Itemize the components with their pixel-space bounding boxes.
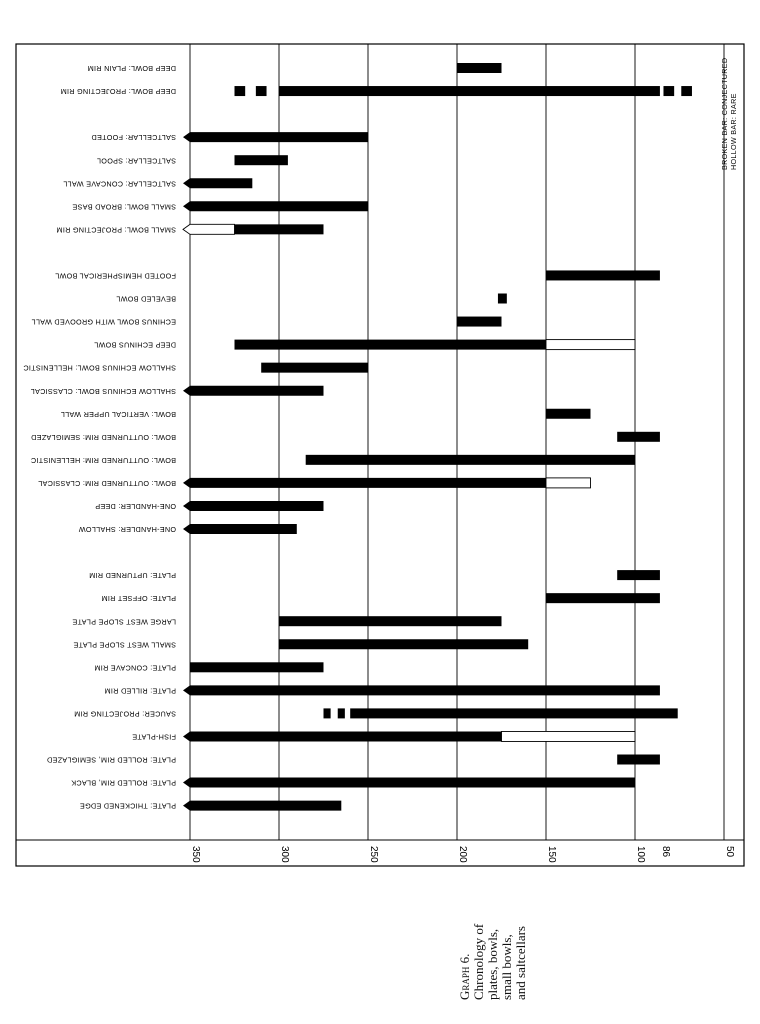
range-bar-rare	[502, 731, 636, 741]
range-bar	[324, 708, 331, 718]
chart-legend	[720, 58, 738, 170]
range-bar	[183, 501, 324, 511]
row-label: FISH-PLATE	[131, 732, 176, 742]
row-label: ECHINUS BOWL WITH GROOVED WALL	[31, 317, 176, 327]
caption-line: small bowls,	[499, 934, 514, 1000]
row-label: SMALL BOWL: BROAD BASE	[72, 202, 176, 212]
row-label: ONE-HANDLER: SHALLOW	[78, 525, 176, 535]
row-label: PLATE: RILLED RIM	[104, 686, 176, 696]
row-label: PLATE: THICKENED EDGE	[79, 801, 176, 811]
range-bar	[235, 155, 288, 165]
range-bar	[183, 201, 368, 211]
range-bar	[183, 132, 368, 142]
x-tick-label: 250	[368, 846, 379, 863]
x-tick-label: 300	[279, 846, 290, 863]
range-bar	[617, 432, 660, 442]
row-label: LARGE WEST SLOPE PLATE	[72, 617, 176, 627]
chart-row-labels	[23, 64, 176, 811]
range-bar	[279, 86, 660, 96]
range-bar	[546, 270, 660, 280]
range-bar-rare	[546, 478, 591, 488]
row-label: PLATE: OFFSET RIM	[101, 594, 176, 604]
figure-caption	[458, 900, 568, 1010]
row-label: BEVELED BOWL	[116, 294, 176, 304]
row-label: BOWL: OUTTURNED RIM: HELLENISTIC	[30, 455, 176, 465]
chart-bars	[183, 63, 692, 811]
range-bar	[183, 478, 546, 488]
range-bar	[681, 86, 692, 96]
chart-tick-labels	[190, 846, 735, 863]
range-bar	[183, 178, 252, 188]
row-label: SALTCELLAR: FOOTED	[91, 133, 176, 143]
range-bar	[183, 524, 297, 534]
legend-entry: BROKEN BAR: CONJECTURED	[720, 57, 729, 170]
row-label: BOWL: OUTTURNED RIM: SEMIGLAZED	[30, 432, 176, 442]
range-bar	[338, 708, 345, 718]
range-bar	[498, 294, 507, 304]
range-bar	[183, 386, 324, 396]
range-bar	[235, 86, 246, 96]
row-label: PLATE: UPTURNED RIM	[88, 571, 176, 581]
row-label: DEEP BOWL: PLAIN RIM	[87, 64, 176, 74]
row-label: DEEP BOWL: PROJECTING RIM	[60, 87, 176, 97]
row-label: SHALLOW ECHINUS BOWL: CLASSICAL	[30, 386, 176, 396]
row-label: PLATE: ROLLED RIM, BLACK	[71, 778, 176, 788]
x-tick-label: 200	[457, 846, 468, 863]
range-bar	[279, 639, 528, 649]
range-bar	[183, 801, 341, 811]
range-bar	[235, 224, 324, 234]
range-bar	[306, 455, 635, 465]
range-bar	[261, 363, 368, 373]
range-bar	[190, 662, 324, 672]
row-label: BOWL: OUTTURNED RIM: CLASSICAL	[38, 478, 176, 488]
caption-line: plates, bowls,	[485, 928, 500, 1000]
range-bar	[457, 63, 502, 73]
range-bar	[256, 86, 267, 96]
range-bar	[279, 616, 502, 626]
x-tick-label: 86	[659, 846, 671, 858]
range-bar	[617, 570, 660, 580]
range-bar	[546, 409, 591, 419]
row-label: SMALL BOWL: PROJECTING RIM	[56, 225, 176, 235]
row-label: FOOTED HEMISPHERICAL BOWL	[54, 271, 176, 281]
row-label: SALTCELLAR: SPOOL	[96, 156, 176, 166]
x-tick-label: 100	[635, 846, 646, 863]
range-bar-rare	[183, 224, 235, 234]
range-bar	[457, 317, 502, 327]
range-bar	[183, 685, 660, 695]
row-label: SAUCER: PROJECTING RIM	[73, 709, 176, 719]
range-bar	[663, 86, 674, 96]
row-label: DEEP ECHINUS BOWL	[93, 340, 176, 350]
row-label: PLATE: CONCAVE RIM	[94, 663, 176, 673]
range-bar	[617, 755, 660, 765]
range-bar	[235, 340, 547, 350]
x-tick-label: 350	[190, 846, 201, 863]
row-label: SALTCELLAR: CONCAVE WALL	[63, 179, 176, 189]
row-label: ONE-HANDLER: DEEP	[95, 502, 176, 512]
range-bar-rare	[546, 340, 635, 350]
row-label: SMALL WEST SLOPE PLATE	[73, 640, 176, 650]
x-tick-label: 50	[724, 846, 735, 858]
range-bar	[546, 593, 660, 603]
legend-entry: HOLLOW BAR: RARE	[729, 93, 738, 170]
caption-line: Chronology of	[471, 923, 486, 1000]
x-tick-label: 150	[546, 846, 557, 863]
row-label: SHALLOW ECHINUS BOWL: HELLENISTIC	[23, 363, 176, 373]
caption-line: and saltcellars	[513, 926, 528, 1000]
range-bar	[183, 778, 635, 788]
range-bar	[350, 708, 678, 718]
range-bar	[183, 731, 502, 741]
row-label: PLATE: ROLLED RIM, SEMIGLAZED	[46, 755, 176, 765]
row-label: BOWL: VERTICAL UPPER WALL	[60, 409, 176, 419]
caption-title: Graph 6.	[457, 953, 472, 1000]
